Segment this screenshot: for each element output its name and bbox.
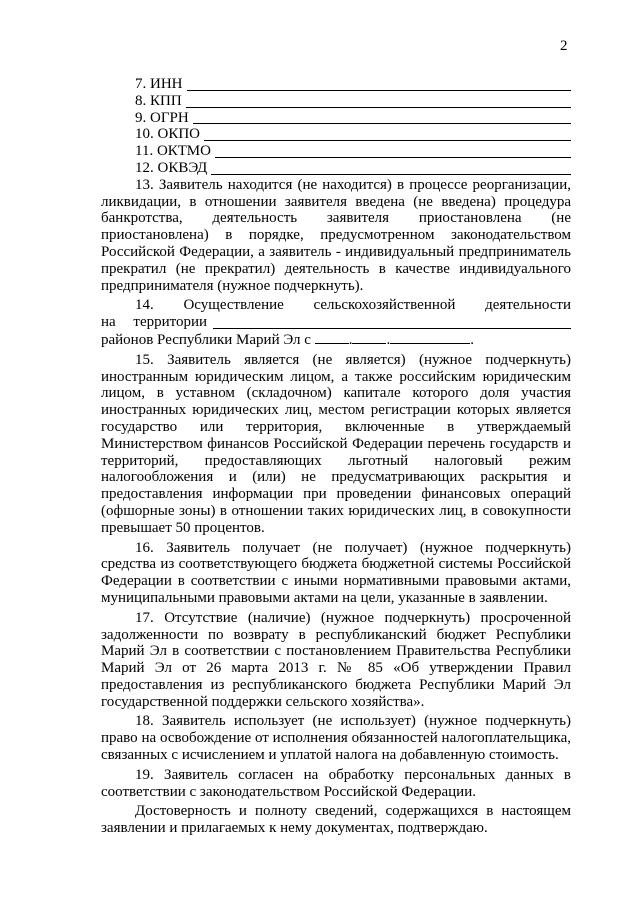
paragraph-15: 15. Заявитель является (не является) (нужное подчеркнуть) иностранным юридическим лицом, а также российским юридическим лицом, в уставном (складочном) капитале которого доля участия иностранных юридических лиц, местом регистрации которых является государство или территория, включенные в утверждаемый Министерством финансов Российской Федерации перечень государств и территорий, предоставляющих льготный налоговый режим налогообложения и (или) не предусматривающих раскрытия и предоставления информации при проведении финансовых операций (офшорные зоны) в отношении таких юридических лиц, в совокупности превышает 50 процентов. [101, 351, 571, 536]
p14-territory-label: на территории [101, 314, 208, 331]
p14-line3 [101, 331, 571, 349]
fill-line[interactable] [193, 110, 571, 124]
paragraph-13: 13. Заявитель находится (не находится) в процессе реорганизации, ликвидации, в отношении заявителя введена (не введена) процедура банкротства, деятельность заявителя приостановлена (не приостановлена) в порядке, предусмотренном законодательством Российской Федерации, а заявитель - индивидуальный предприниматель прекратил (не прекратил) деятельность в качестве индивидуального предпринимателя (нужное подчеркнуть). [101, 176, 571, 294]
territory-fill-line[interactable] [213, 315, 571, 329]
field-oktmo [101, 143, 571, 160]
p14-date-prefix: районов Республики Марий Эл с [101, 331, 311, 348]
field-inn [101, 76, 571, 93]
field-okved [101, 160, 571, 177]
date-end: . [470, 331, 474, 348]
document-body [101, 76, 571, 837]
paragraph-confirmation: Достоверность и полноту сведений, содержащихся в настоящем заявлении и прилагаемых к нему документах, подтверждаю. [101, 803, 571, 837]
paragraph-14 [101, 297, 571, 348]
field-ogrn [101, 110, 571, 127]
field-label: 8. КПП [135, 92, 182, 109]
fill-line[interactable] [187, 77, 572, 91]
date-sep: . [348, 331, 353, 348]
field-label: 12. ОКВЭД [135, 159, 208, 176]
date-day-blank[interactable] [315, 331, 349, 344]
field-kpp [101, 93, 571, 110]
fill-line[interactable] [204, 127, 571, 141]
fill-line[interactable] [186, 94, 571, 108]
paragraph-17: 17. Отсутствие (наличие) (нужное подчеркнуть) просроченной задолженности по возврату в республиканский бюджет Республики Марий Эл в соответствии с постановлением Правительства Республики Марий Эл от 26 марта 2013 г. № 85 «Об утверждении Правил предоставления из республиканского бюджета Республики Марий Эл государственной поддержки сельского хозяйства». [101, 609, 571, 710]
date-sep: . [386, 331, 391, 348]
page-number: 2 [560, 38, 568, 54]
fill-line[interactable] [211, 161, 571, 175]
date-year-blank[interactable] [390, 331, 470, 344]
paragraph-19: 19. Заявитель согласен на обработку персональных данных в соответствии с законодательством Российской Федерации. [101, 766, 571, 800]
p14-line1: 14. Осуществление сельскохозяйственной деятельности [135, 297, 571, 314]
date-month-blank[interactable] [352, 331, 386, 344]
field-okpo [101, 126, 571, 143]
field-label: 7. ИНН [135, 76, 183, 92]
paragraph-18: 18. Заявитель использует (не использует) (нужное подчеркнуть) право на освобождение от исполнения обязанностей налогоплательщика, связанных с исчислением и уплатой налога на добавленную стоимость. [101, 713, 571, 764]
field-label: 9. ОГРН [135, 109, 189, 126]
field-label: 11. ОКТМО [135, 143, 211, 160]
fill-line[interactable] [215, 144, 571, 158]
p14-line2 [101, 314, 571, 331]
paragraph-16: 16. Заявитель получает (не получает) (нужное подчеркнуть) средства из соответствующего бюджета бюджетной системы Российской Федерации в соответствии с иными нормативными правовыми актами, муниципальными правовыми актами на цели, указанные в заявлении. [101, 539, 571, 606]
field-label: 10. ОКПО [135, 126, 201, 143]
